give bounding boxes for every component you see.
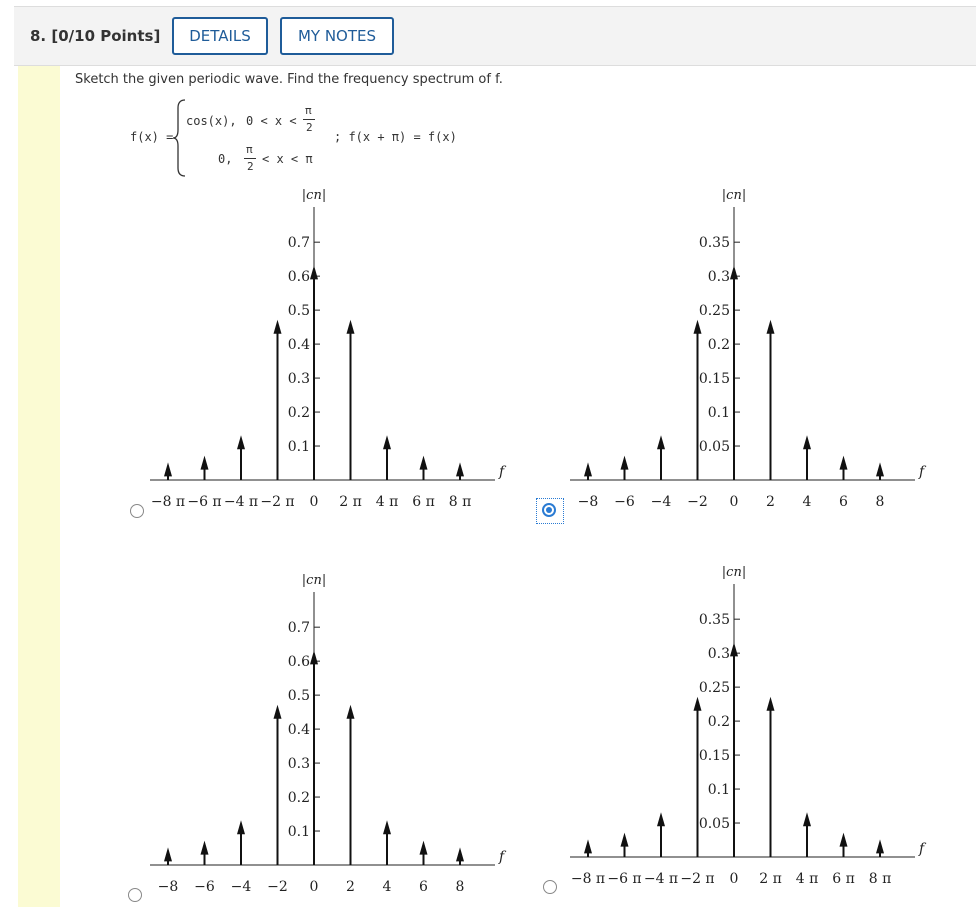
y-tick-label: 0.3	[707, 269, 730, 286]
fraction-bar	[303, 119, 315, 120]
x-tick-label: 6 π	[832, 871, 855, 887]
x-tick-label: 2 π	[759, 871, 782, 887]
x-tick-label: 0	[729, 871, 739, 887]
x-tick-label: −4	[230, 879, 252, 895]
x-tick-label: 8	[455, 879, 465, 895]
stem-arrow-icon	[694, 320, 702, 334]
y-tick-label: 0.1	[707, 405, 730, 422]
stem-arrow-icon	[164, 462, 172, 476]
x-tick-label: −2 π	[260, 494, 295, 510]
stem-arrow-icon	[584, 839, 592, 853]
case1-pi: π	[305, 104, 312, 117]
y-tick-label: 0.15	[698, 371, 730, 388]
stem-arrow-icon	[383, 435, 391, 449]
left-brace-icon	[172, 98, 188, 178]
x-tick-label: −2	[687, 494, 708, 510]
stem-arrow-icon	[803, 435, 811, 449]
x-tick-label: −6 π	[607, 871, 642, 887]
x-tick-label: 8	[875, 494, 885, 510]
x-tick-label: −4 π	[223, 494, 259, 510]
y-axis-label: |cn|	[301, 188, 327, 203]
stem-arrow-icon	[310, 265, 318, 279]
y-tick-label: 0.4	[287, 337, 310, 354]
stem-arrow-icon	[621, 833, 629, 847]
y-tick-label: 0.6	[287, 654, 310, 671]
question-number: 8. [0/10 Points]	[30, 27, 161, 45]
y-tick-label: 0.05	[698, 816, 730, 833]
spectrum-chart-b	[560, 185, 940, 520]
stem-arrow-icon	[767, 697, 775, 711]
stem-arrow-icon	[420, 841, 428, 855]
stem-arrow-icon	[730, 265, 738, 279]
y-tick-label: 0.1	[287, 824, 310, 841]
x-tick-label: 4 π	[375, 494, 399, 510]
x-tick-label: −6 π	[187, 494, 222, 510]
x-tick-label: −8	[577, 494, 599, 510]
x-tick-label: 6 π	[412, 494, 435, 510]
x-tick-label: −6	[614, 494, 635, 510]
x-tick-label: 0	[309, 494, 319, 510]
y-axis-label: |cn|	[721, 188, 747, 203]
y-tick-label: 0.2	[287, 790, 310, 807]
spectrum-chart-c	[140, 570, 520, 905]
y-tick-label: 0.35	[698, 612, 730, 629]
y-tick-label: 0.5	[287, 303, 310, 320]
fraction-bar	[244, 158, 256, 159]
case2-expr: 0,	[218, 152, 233, 166]
y-tick-label: 0.6	[287, 269, 310, 286]
stem-arrow-icon	[347, 705, 355, 719]
x-tick-label: 4 π	[795, 871, 819, 887]
stem-arrow-icon	[876, 462, 884, 476]
stem-arrow-icon	[840, 833, 848, 847]
x-axis-label: f	[919, 841, 925, 857]
x-tick-label: 8 π	[448, 494, 472, 510]
case2-condition: < x < π	[262, 152, 313, 166]
my-notes-button[interactable]: MY NOTES	[280, 17, 394, 55]
stem-arrow-icon	[164, 847, 172, 861]
case1-two: 2	[306, 121, 313, 134]
x-tick-label: −8 π	[570, 871, 606, 887]
x-tick-label: −6	[194, 879, 215, 895]
y-tick-label: 0.1	[707, 782, 730, 799]
y-tick-label: 0.25	[698, 680, 730, 697]
stem-arrow-icon	[840, 456, 848, 470]
case2-two: 2	[247, 160, 254, 173]
stem-arrow-icon	[803, 812, 811, 826]
y-tick-label: 0.5	[287, 688, 310, 705]
case1-expr: cos(x),	[186, 114, 237, 128]
x-axis-label: f	[919, 464, 925, 480]
x-tick-label: −2 π	[680, 871, 715, 887]
stem-arrow-icon	[201, 456, 209, 470]
case1-condition: 0 < x <	[246, 114, 297, 128]
x-tick-label: 0	[309, 879, 319, 895]
x-tick-label: 2	[766, 494, 775, 510]
option-b-radio[interactable]	[542, 503, 556, 517]
option-d-radio[interactable]	[543, 880, 557, 894]
x-tick-label: −4	[650, 494, 672, 510]
y-axis-label: |cn|	[301, 573, 327, 588]
y-tick-label: 0.35	[698, 235, 730, 252]
x-tick-label: 4	[802, 494, 812, 510]
y-tick-label: 0.3	[287, 756, 310, 773]
question-header	[14, 6, 976, 66]
x-tick-label: 6	[419, 879, 428, 895]
x-tick-label: 4	[382, 879, 392, 895]
x-tick-label: 6	[839, 494, 848, 510]
x-tick-label: −8	[157, 879, 179, 895]
periodicity: ; f(x + π) = f(x)	[334, 130, 457, 144]
stem-arrow-icon	[310, 650, 318, 664]
stem-arrow-icon	[237, 435, 245, 449]
y-tick-label: 0.4	[287, 722, 310, 739]
x-tick-label: −8 π	[150, 494, 186, 510]
stem-arrow-icon	[201, 841, 209, 855]
left-indicator-bar	[18, 66, 60, 907]
x-tick-label: 2	[346, 879, 355, 895]
y-tick-label: 0.2	[707, 714, 730, 731]
stem-arrow-icon	[730, 642, 738, 656]
stem-arrow-icon	[657, 435, 665, 449]
y-tick-label: 0.3	[287, 371, 310, 388]
stem-arrow-icon	[237, 820, 245, 834]
spectrum-chart-a	[140, 185, 520, 520]
x-axis-label: f	[499, 849, 505, 865]
y-tick-label: 0.05	[698, 439, 730, 456]
y-tick-label: 0.25	[698, 303, 730, 320]
stem-arrow-icon	[274, 705, 282, 719]
stem-arrow-icon	[767, 320, 775, 334]
x-tick-label: 8 π	[868, 871, 892, 887]
stem-arrow-icon	[456, 462, 464, 476]
formula-lhs: f(x) =	[130, 130, 174, 144]
x-axis-label: f	[499, 464, 505, 480]
stem-arrow-icon	[657, 812, 665, 826]
stem-arrow-icon	[456, 847, 464, 861]
stem-arrow-icon	[621, 456, 629, 470]
spectrum-chart-d	[560, 562, 940, 897]
stem-arrow-icon	[274, 320, 282, 334]
x-tick-label: −2	[267, 879, 288, 895]
y-tick-label: 0.7	[287, 235, 310, 252]
y-axis-label: |cn|	[721, 565, 747, 580]
x-tick-label: 0	[729, 494, 739, 510]
y-tick-label: 0.7	[287, 620, 310, 637]
stem-arrow-icon	[347, 320, 355, 334]
stem-arrow-icon	[420, 456, 428, 470]
question-prompt: Sketch the given periodic wave. Find the frequency spectrum of f.	[75, 72, 503, 87]
x-tick-label: −4 π	[643, 871, 679, 887]
stem-arrow-icon	[383, 820, 391, 834]
y-tick-label: 0.2	[287, 405, 310, 422]
stem-arrow-icon	[876, 839, 884, 853]
stem-arrow-icon	[584, 462, 592, 476]
stem-arrow-icon	[694, 697, 702, 711]
x-tick-label: 2 π	[339, 494, 362, 510]
details-button[interactable]: DETAILS	[172, 17, 268, 55]
y-tick-label: 0.1	[287, 439, 310, 456]
y-tick-label: 0.2	[707, 337, 730, 354]
case2-pi: π	[246, 143, 253, 156]
y-tick-label: 0.3	[707, 646, 730, 663]
y-tick-label: 0.15	[698, 748, 730, 765]
